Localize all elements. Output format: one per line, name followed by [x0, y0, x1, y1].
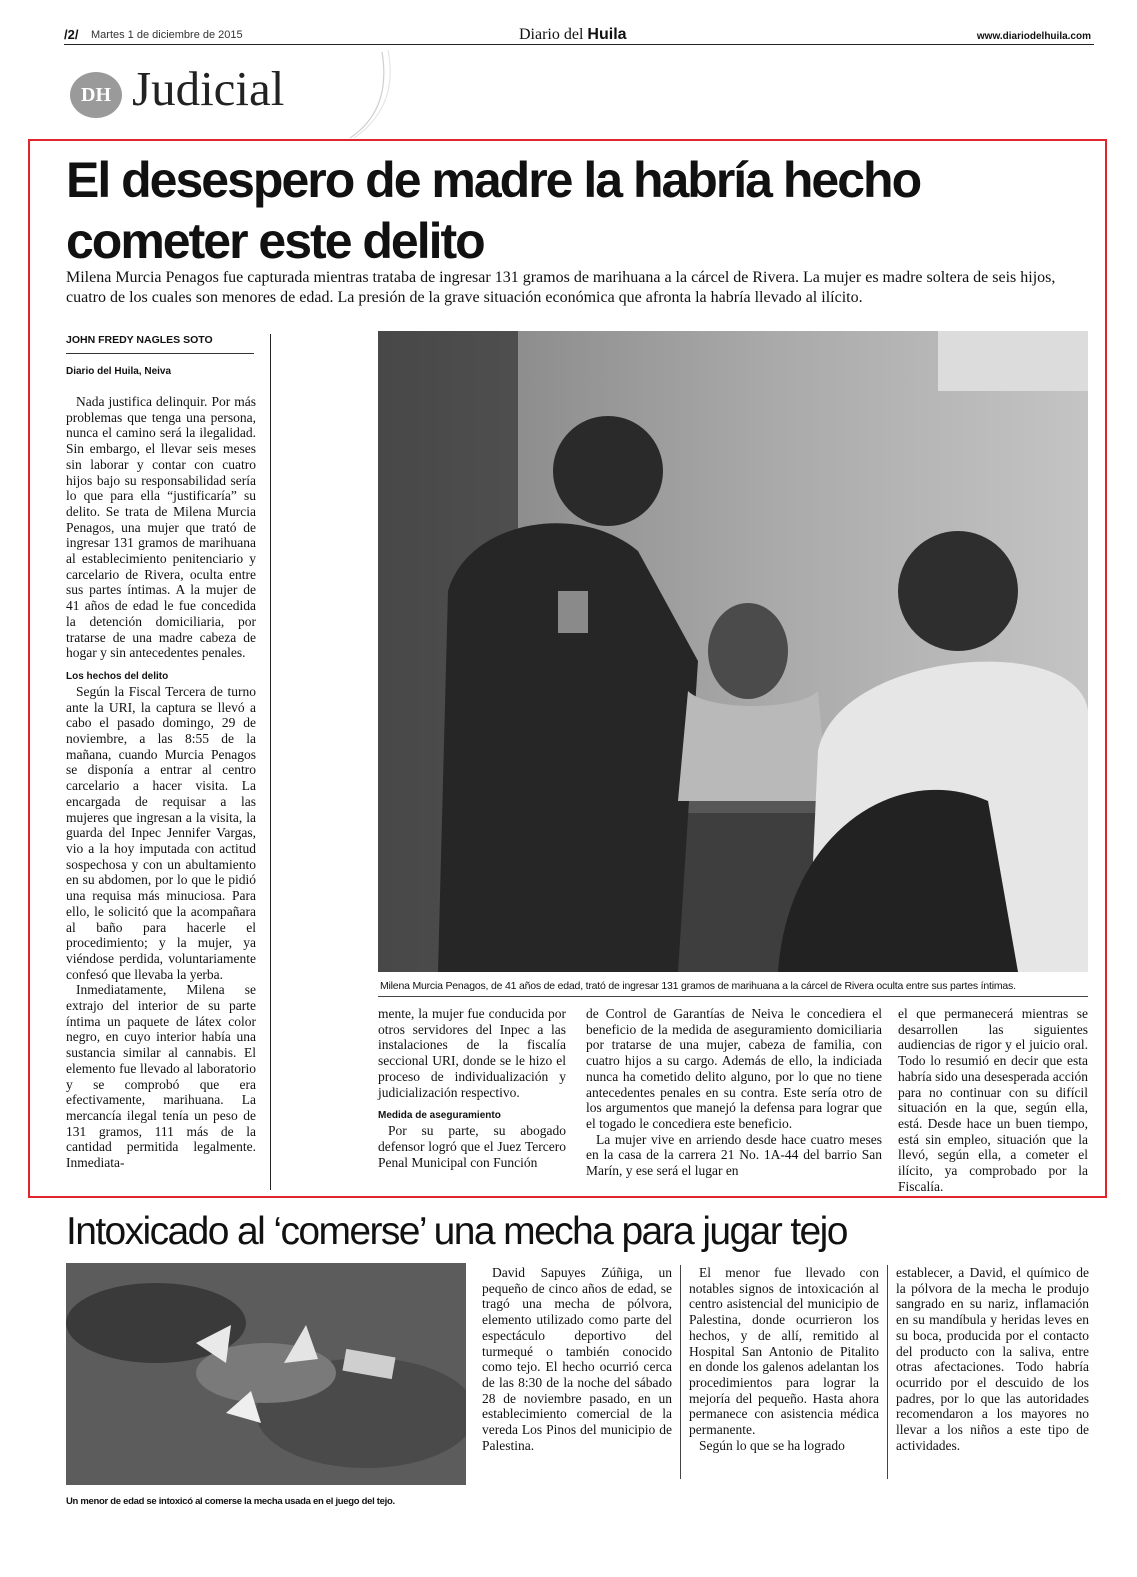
- body-paragraph: Por su parte, su abogado defensor logró que el Juez Tercero Penal Municipal con Función: [378, 1123, 566, 1170]
- article-column-4: [898, 1006, 1088, 1194]
- section-title: Judicial: [132, 61, 285, 116]
- article-column-3: [586, 1006, 882, 1179]
- body-paragraph: Según lo que se ha logrado: [699, 1437, 845, 1453]
- column-divider: [680, 1265, 681, 1479]
- newspaper-name-plain: Diario del: [519, 26, 584, 43]
- issue-date: Martes 1 de diciembre de 2015: [91, 29, 243, 41]
- body-paragraph: La mujer vive en arriendo desde hace cuatro meses en la casa de la carrera 21 No. 1A-44 del barrio San Marín, y ese será el lugar en: [586, 1131, 882, 1179]
- body-paragraph: Nada justifica delinquir. Por más problemas que tenga una persona, nunca el camino será la ilegalidad. Sin embargo, el llevar seis meses sin laborar y contar con cuatro hijos bajo su responsabilidad sería lo que para ella “justificaría” su delito. Se trata de Milena Murcia Penagos, una mujer que trató de ingresar 131 gramos de marihuana al establecimiento penitenciario y carcelario de Rivera, oculta entre sus partes íntimas. A la mujer de 41 años de edad le fue concedida la detención domiciliaria, por tratarse de una madre cabeza de hogar y sin antecedentes penales.: [66, 394, 256, 661]
- body-paragraph: Según la Fiscal Tercera de turno ante la URI, la captura se llevó a cabo el pasado domingo, 29 de noviembre, a las 8:55 de la mañana, cuando Murcia Penagos se disponía a entrar al centro carcelario a hacer visita. La encargada de requisar a las mujeres que ingresan a la visita, la guarda del Inpec Jennifer Vargas, vio a la hoy imputada con actitud sospechosa y con un abultamiento en su abdomen, por lo que le pidió una requisa más minuciosa. Para ello, le solicitó que la acompañara al baño para hacerle el procedimiento; y la mujer, ya viéndose perdida, voluntariamente confesó que llevaba la yerba.: [66, 683, 256, 982]
- secondary-column-3: [896, 1265, 1089, 1453]
- body-paragraph: El menor fue llevado con notables signos de intoxicación al centro asistencial del municipio de Palestina, donde ocurrieron los hechos, y de allí, remitido al Hospital San Antonio de Pitalito en donde los galenos adelantan los procedimientos para lograr la mejoría del pequeño. Hasta ahora permanece con asistencia médica permanente.: [689, 1265, 879, 1438]
- column-divider: [887, 1265, 888, 1479]
- secondary-photo-caption: Un menor de edad se intoxicó al comerse la mecha usada en el juego del tejo.: [66, 1496, 395, 1507]
- newspaper-name: [519, 26, 627, 44]
- secondary-headline: Intoxicado al ‘comerse’ una mecha para jugar tejo: [66, 1210, 847, 1253]
- main-headline: El desespero de madre la habría hecho cometer este delito: [66, 152, 921, 269]
- section-logo: DH: [70, 72, 122, 118]
- photo-illustration: [378, 331, 1088, 972]
- body-paragraph: Inmediatamente, Milena se extrajo del interior de su parte íntima un paquete de látex color negro, en cuyo interior había una sustancia similar al cannabis. El elemento fue llevado al laboratorio y se comprobó que era efectivamente, marihuana. La mercancía ilegal tenía un peso de 131 gramos, 111 más de la cantidad permitida legalmente. Inmediata-: [66, 982, 256, 1171]
- body-paragraph: mente, la mujer fue conducida por otros servidores del Inpec a las instalaciones de la fiscalía seccional URI, donde se le hizo el proceso de individualización y judicialización respectivo.: [378, 1006, 566, 1100]
- secondary-column-2: [689, 1265, 879, 1453]
- page-number: /2/: [64, 27, 79, 42]
- article-column-2: [378, 1006, 566, 1170]
- main-article-photo: [378, 331, 1088, 972]
- page-curl-decoration: [340, 48, 400, 140]
- byline-rule: [66, 353, 254, 354]
- secondary-article-photo: [66, 1263, 466, 1485]
- subheading: Los hechos del delito: [66, 670, 169, 682]
- newspaper-name-bold: Huila: [587, 26, 627, 43]
- byline: JOHN FREDY NAGLES SOTO: [66, 334, 213, 346]
- dateline: Diario del Huila, Neiva: [66, 366, 172, 377]
- caption-rule: [378, 996, 1088, 997]
- newspaper-url: www.diariodelhuila.com: [976, 31, 1091, 42]
- body-paragraph: David Sapuyes Zúñiga, un pequeño de cinco años de edad, se tragó una mecha de pólvora, elemento utilizado como parte del espectáculo deportivo del turmequé o también conocido como tejo. El hecho ocurrió cerca de las 8:30 de la noche del sábado 28 de noviembre pasado, en un establecimiento comercial de la vereda Los Pinos del municipio de Palestina.: [482, 1265, 672, 1453]
- body-paragraph: establecer, a David, el químico de la pólvora de la mecha le produjo sangrado en su nariz, inflamación en su mandíbula y heridas leves en su boca, producida por el contacto del producto con la saliva, entre otras afectaciones. Todo habría ocurrido por el descuido de los padres, por lo que las autoridades recomendaron a los mayores no llevar a los niños a este tipo de actividades.: [896, 1265, 1089, 1453]
- photo-illustration: [66, 1263, 466, 1485]
- masthead-rule: [64, 44, 1094, 45]
- article-column-1: [66, 394, 256, 1171]
- secondary-column-1: [482, 1265, 672, 1453]
- body-paragraph: el que permanecerá mientras se desarrollen las siguientes audiencias de rigor y el juicio oral. Todo lo resumió en decir que esta habría sido una desesperada acción para no continuar con su difícil situación en la que, según ella, está. Desde hace un buen tiempo, está sin empleo, situación que la llevó, según ella, a cometer el ilícito, ya comprobado por la Fiscalía.: [898, 1006, 1088, 1194]
- body-paragraph: de Control de Garantías de Neiva le concediera el beneficio de la medida de aseguramiento domiciliaria por tratarse de una mujer, cabeza de familia, con cuatro hijos a su cargo. Además de ello, la indiciada nunca ha cometido delito alguno, por lo que no tiene antecedentes penales en su contra. Este sería otro de los argumentos que manejó la defensa para lograr que el togado le concediera este beneficio.: [586, 1006, 882, 1131]
- photo-caption: Milena Murcia Penagos, de 41 años de edad, trató de ingresar 131 gramos de marihuana a la cárcel de Rivera oculta entre sus partes íntimas.: [380, 980, 1016, 992]
- column-divider: [270, 334, 271, 1190]
- main-lead: Milena Murcia Penagos fue capturada mientras trataba de ingresar 131 gramos de marihuana a la cárcel de Rivera. La mujer es madre soltera de seis hijos, cuatro de los cuales son menores de edad. La presión de la grave situación económica que afronta la habría llevado al ilícito.: [66, 269, 1056, 306]
- subheading: Medida de aseguramiento: [378, 1110, 501, 1122]
